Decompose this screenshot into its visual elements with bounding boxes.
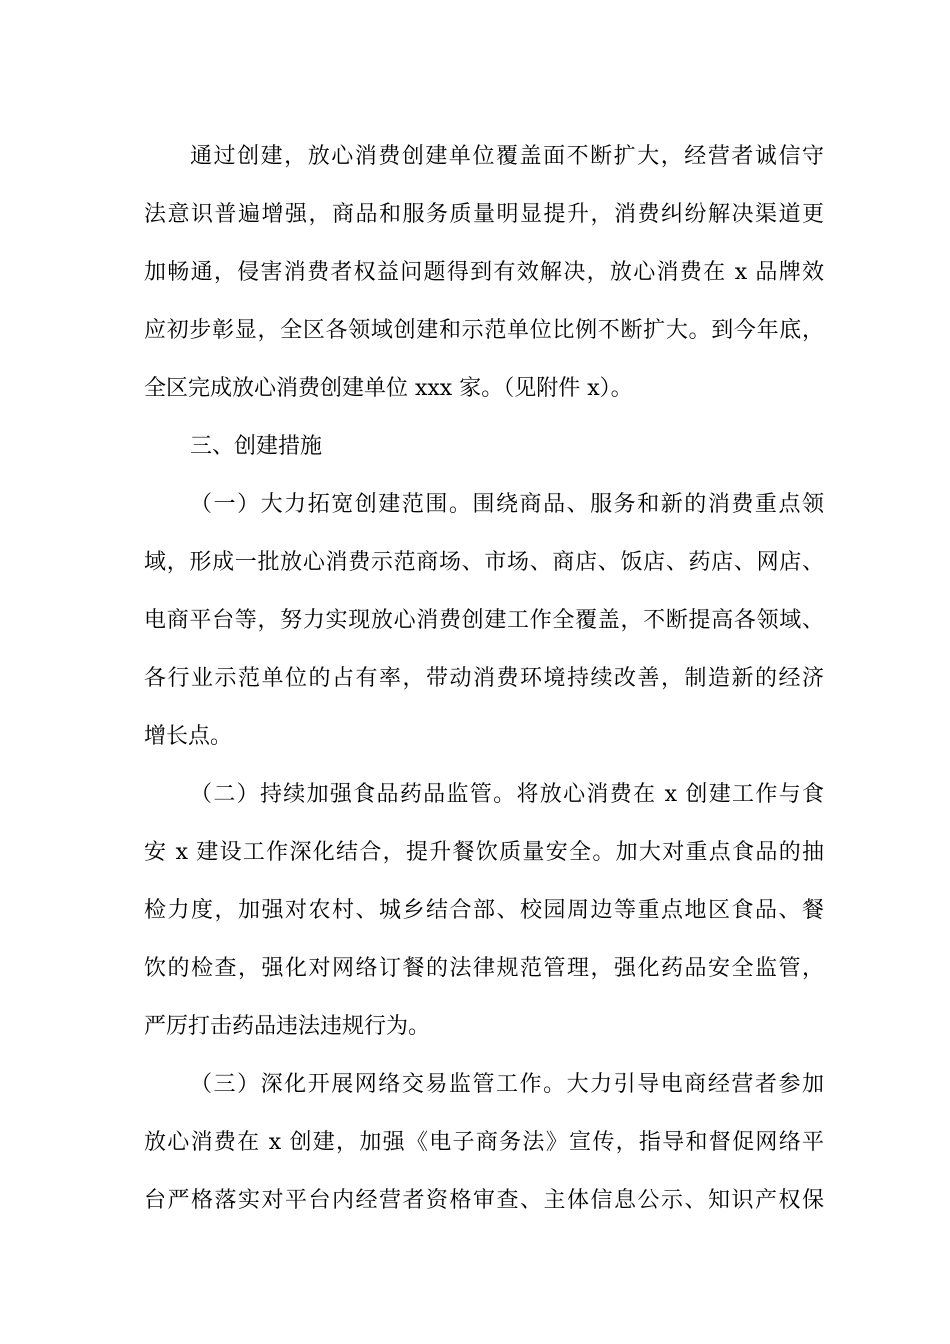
paragraph-4 <box>144 1056 824 1230</box>
paragraph-3 <box>144 766 824 1056</box>
text-line: 严厉打击药品违法违规行为。 <box>144 1014 431 1039</box>
text-line: 加畅通，侵害消费者权益问题得到有效解决，放心消费在 x 品牌效 <box>144 260 824 285</box>
document-page <box>144 128 824 1230</box>
text-line: 全区完成放心消费创建单位 xxx 家。（见附件 x）。 <box>144 376 633 401</box>
text-line: 各行业示范单位的占有率，带动消费环境持续改善，制造新的经济 <box>144 666 824 691</box>
text-line: 电商平台等，努力实现放心消费创建工作全覆盖，不断提高各领域、 <box>144 608 824 633</box>
paragraph-2 <box>144 476 824 766</box>
text-line: 法意识普遍增强，商品和服务质量明显提升，消费纠纷解决渠道更 <box>144 202 824 227</box>
text-line: 增长点。 <box>144 724 233 749</box>
text-line: （一）大力拓宽创建范围。围绕商品、服务和新的消费重点领 <box>190 492 824 517</box>
text-line: 放心消费在 x 创建，加强《电子商务法》宣传，指导和督促网络平 <box>144 1130 824 1155</box>
text-line: 安 x 建设工作深化结合，提升餐饮质量安全。加大对重点食品的抽 <box>144 840 824 865</box>
text-line: 饮的检查，强化对网络订餐的法律规范管理，强化药品安全监管， <box>144 956 824 981</box>
text-line: 通过创建，放心消费创建单位覆盖面不断扩大，经营者诚信守 <box>190 144 824 169</box>
text-line: 应初步彰显，全区各领域创建和示范单位比例不断扩大。到今年底， <box>144 318 824 343</box>
text-line: （三）深化开展网络交易监管工作。大力引导电商经营者参加 <box>190 1072 824 1097</box>
text-line: 检力度，加强对农村、城乡结合部、校园周边等重点地区食品、餐 <box>144 898 824 923</box>
heading-line: 三、创建措施 <box>190 434 323 459</box>
text-line: （二）持续加强食品药品监管。将放心消费在 x 创建工作与食 <box>190 782 824 807</box>
text-line: 台严格落实对平台内经营者资格审查、主体信息公示、知识产权保 <box>144 1188 824 1213</box>
paragraph-1 <box>144 128 824 418</box>
section-heading <box>144 418 824 476</box>
text-line: 域，形成一批放心消费示范商场、市场、商店、饭店、药店、网店、 <box>144 550 824 575</box>
